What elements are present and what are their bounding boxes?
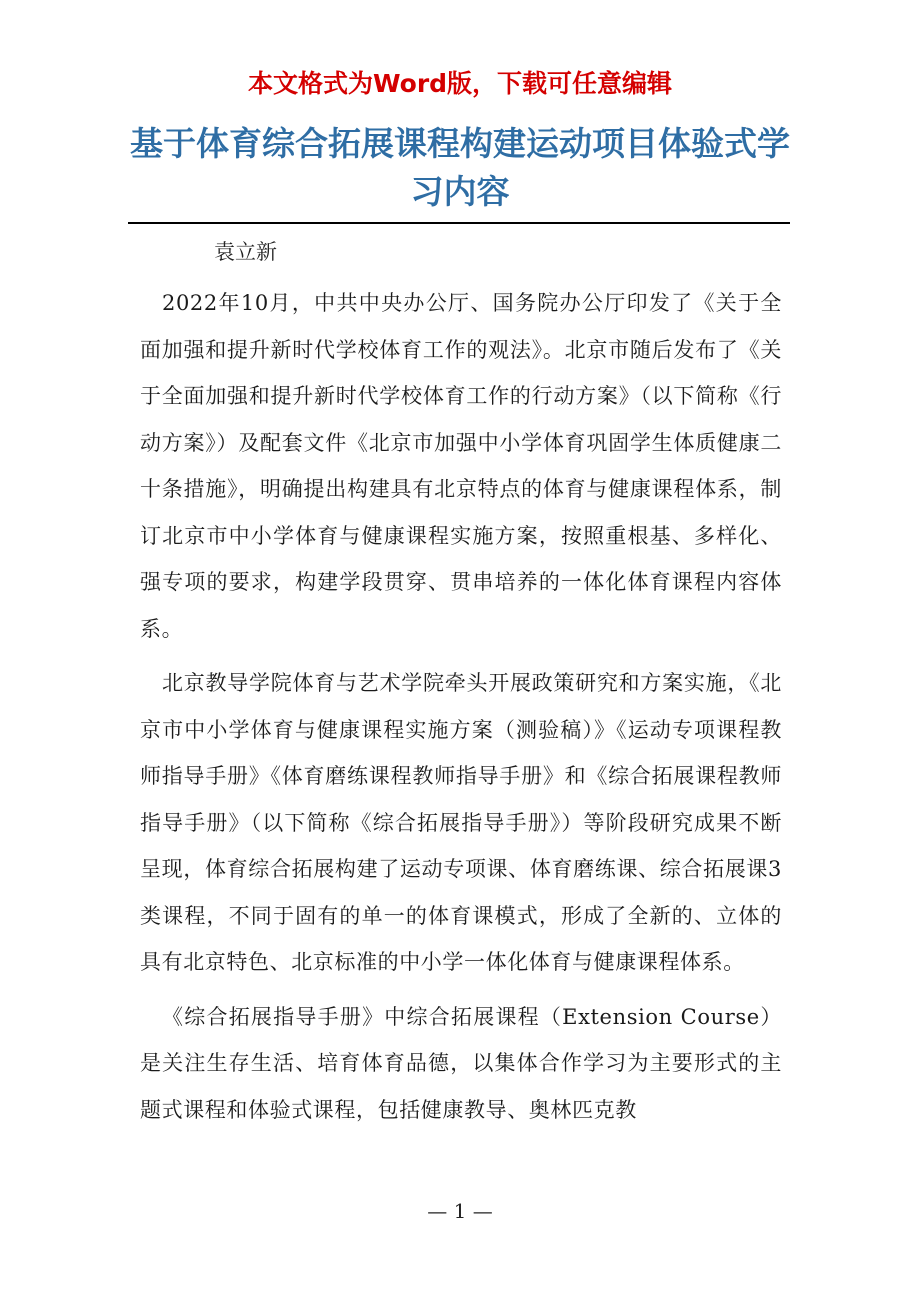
- document-body: [140, 280, 782, 1141]
- page-number: — 1 —: [427, 1199, 493, 1223]
- paragraph: 2022年10月，中共中央办公厅、国务院办公厅印发了《关于全面加强和提升新时代学校体育工作的观法》。北京市随后发布了《关于全面加强和提升新时代学校体育工作的行动方案》（以下简称《行动方案》）及配套文件《北京市加强中小学体育巩固学生体质健康二十条措施》，明确提出构建具有北京特点的体育与健康课程体系，制订北京市中小学体育与健康课程实施方案，按照重根基、多样化、强专项的要求，构建学段贯穿、贯串培养的一体化体育课程内容体系。: [140, 291, 782, 641]
- title-divider: [128, 222, 790, 224]
- paragraph: 北京教导学院体育与艺术学院牵头开展政策研究和方案实施，《北京市中小学体育与健康课程实施方案（测验稿）》《运动专项课程教师指导手册》《体育磨练课程教师指导手册》和《综合拓展课程教师指导手册》（以下简称《综合拓展指导手册》）等阶段研究成果不断呈现，体育综合拓展构建了运动专项课、体育磨练课、综合拓展课3类课程，不同于固有的单一的体育课模式，形成了全新的、立体的具有北京特色、北京标准的中小学一体化体育与健康课程体系。: [140, 671, 782, 974]
- document-title: 基于体育综合拓展课程构建运动项目体验式学习内容: [130, 124, 790, 211]
- download-notice: 本文格式为Word版，下载可任意编辑: [247, 69, 673, 98]
- author-name: 袁立新: [214, 240, 277, 264]
- paragraph: 《综合拓展指导手册》中综合拓展课程（Extension Course）是关注生存生活、培育体育品德，以集体合作学习为主要形式的主题式课程和体验式课程，包括健康教导、奥林匹克教: [140, 1004, 782, 1122]
